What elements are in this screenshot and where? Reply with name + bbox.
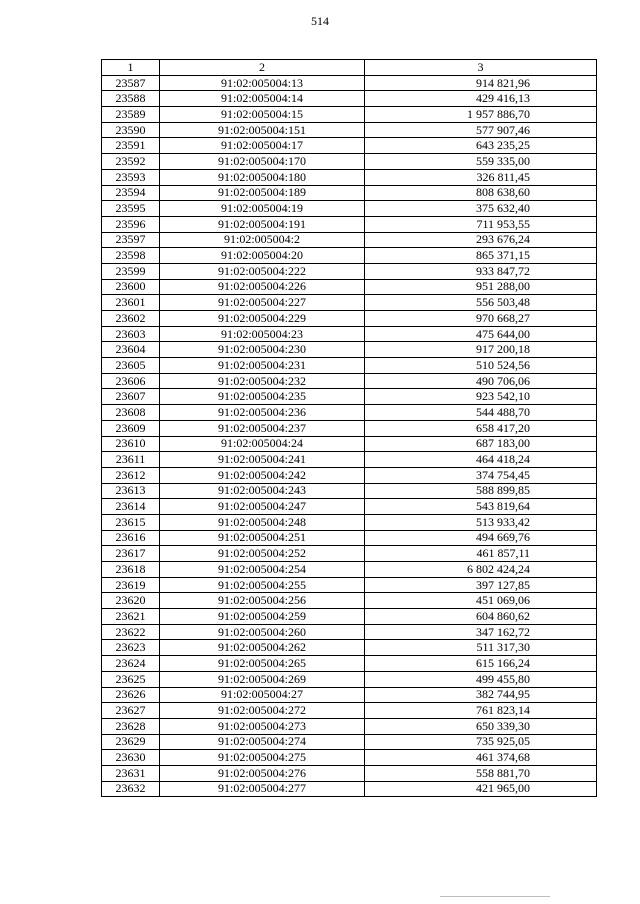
row-number-cell: 23594 <box>102 185 160 201</box>
table-row <box>102 295 597 311</box>
page-number: 514 <box>311 14 329 28</box>
cadastral-number-cell: 91:02:005004:27 <box>160 687 365 703</box>
cadastral-value-cell: 588 899,85 <box>365 483 597 499</box>
cadastral-number-cell: 91:02:005004:251 <box>160 530 365 546</box>
cadastral-number-cell: 91:02:005004:265 <box>160 656 365 672</box>
cadastral-value-cell: 513 933,42 <box>365 514 597 530</box>
table-row <box>102 75 597 91</box>
cadastral-value-cell: 735 925,05 <box>365 734 597 750</box>
cadastral-value-cell: 650 339,30 <box>365 718 597 734</box>
cadastral-number-cell: 91:02:005004:272 <box>160 703 365 719</box>
table-row <box>102 499 597 515</box>
row-number-cell: 23598 <box>102 248 160 264</box>
row-number-cell: 23626 <box>102 687 160 703</box>
cadastral-value-cell: 464 418,24 <box>365 452 597 468</box>
cadastral-value-cell: 951 288,00 <box>365 279 597 295</box>
row-number-cell: 23599 <box>102 263 160 279</box>
row-number-cell: 23617 <box>102 546 160 562</box>
cadastral-number-cell: 91:02:005004:275 <box>160 750 365 766</box>
cadastral-number-cell: 91:02:005004:227 <box>160 295 365 311</box>
cadastral-number-cell: 91:02:005004:2 <box>160 232 365 248</box>
table-row <box>102 201 597 217</box>
table-row <box>102 609 597 625</box>
cadastral-number-cell: 91:02:005004:262 <box>160 640 365 656</box>
table-row <box>102 624 597 640</box>
row-number-cell: 23611 <box>102 452 160 468</box>
cadastral-number-cell: 91:02:005004:231 <box>160 358 365 374</box>
cadastral-number-cell: 91:02:005004:17 <box>160 138 365 154</box>
cadastral-number-cell: 91:02:005004:24 <box>160 436 365 452</box>
cadastral-number-cell: 91:02:005004:254 <box>160 562 365 578</box>
cadastral-value-cell: 6 802 424,24 <box>365 562 597 578</box>
cadastral-number-cell: 91:02:005004:259 <box>160 609 365 625</box>
cadastral-number-cell: 91:02:005004:252 <box>160 546 365 562</box>
table-row <box>102 389 597 405</box>
cadastral-number-cell: 91:02:005004:222 <box>160 263 365 279</box>
row-number-cell: 23619 <box>102 577 160 593</box>
table-row <box>102 358 597 374</box>
table-row <box>102 656 597 672</box>
row-number-cell: 23620 <box>102 593 160 609</box>
table-row <box>102 326 597 342</box>
table-row <box>102 467 597 483</box>
cadastral-number-cell: 91:02:005004:255 <box>160 577 365 593</box>
cadastral-value-cell: 923 542,10 <box>365 389 597 405</box>
row-number-cell: 23628 <box>102 718 160 734</box>
cadastral-number-cell: 91:02:005004:274 <box>160 734 365 750</box>
cadastral-value-cell: 643 235,25 <box>365 138 597 154</box>
row-number-cell: 23587 <box>102 75 160 91</box>
row-number-cell: 23616 <box>102 530 160 546</box>
column-header-3: 3 <box>365 60 597 76</box>
row-number-cell: 23593 <box>102 169 160 185</box>
cadastral-value-cell: 933 847,72 <box>365 263 597 279</box>
table-row <box>102 452 597 468</box>
table-row <box>102 169 597 185</box>
cadastral-value-cell: 382 744,95 <box>365 687 597 703</box>
cadastral-value-table <box>101 59 597 797</box>
row-number-cell: 23614 <box>102 499 160 515</box>
row-number-cell: 23590 <box>102 122 160 138</box>
row-number-cell: 23597 <box>102 232 160 248</box>
row-number-cell: 23618 <box>102 562 160 578</box>
table-row <box>102 483 597 499</box>
cadastral-number-cell: 91:02:005004:230 <box>160 342 365 358</box>
cadastral-value-cell: 544 488,70 <box>365 405 597 421</box>
table-row <box>102 248 597 264</box>
table-row <box>102 671 597 687</box>
table-row <box>102 530 597 546</box>
cadastral-number-cell: 91:02:005004:273 <box>160 718 365 734</box>
column-header-2: 2 <box>160 60 365 76</box>
table-row <box>102 593 597 609</box>
row-number-cell: 23608 <box>102 405 160 421</box>
row-number-cell: 23602 <box>102 311 160 327</box>
table-row <box>102 765 597 781</box>
table-row <box>102 703 597 719</box>
table-row <box>102 420 597 436</box>
cadastral-value-cell: 510 524,56 <box>365 358 597 374</box>
table-row <box>102 185 597 201</box>
table-row <box>102 216 597 232</box>
cadastral-value-cell: 970 668,27 <box>365 311 597 327</box>
cadastral-value-cell: 451 069,06 <box>365 593 597 609</box>
cadastral-value-cell: 558 881,70 <box>365 765 597 781</box>
cadastral-value-cell: 421 965,00 <box>365 781 597 797</box>
cadastral-value-cell: 499 455,80 <box>365 671 597 687</box>
cadastral-value-cell: 917 200,18 <box>365 342 597 358</box>
cadastral-number-cell: 91:02:005004:23 <box>160 326 365 342</box>
cadastral-value-cell: 865 371,15 <box>365 248 597 264</box>
row-number-cell: 23610 <box>102 436 160 452</box>
cadastral-value-cell: 761 823,14 <box>365 703 597 719</box>
footer-divider <box>440 896 550 897</box>
row-number-cell: 23625 <box>102 671 160 687</box>
row-number-cell: 23600 <box>102 279 160 295</box>
cadastral-number-cell: 91:02:005004:242 <box>160 467 365 483</box>
cadastral-number-cell: 91:02:005004:237 <box>160 420 365 436</box>
cadastral-value-cell: 559 335,00 <box>365 154 597 170</box>
cadastral-number-cell: 91:02:005004:20 <box>160 248 365 264</box>
table-row <box>102 640 597 656</box>
cadastral-number-cell: 91:02:005004:13 <box>160 75 365 91</box>
row-number-cell: 23592 <box>102 154 160 170</box>
column-header-1: 1 <box>102 60 160 76</box>
row-number-cell: 23612 <box>102 467 160 483</box>
cadastral-value-cell: 347 162,72 <box>365 624 597 640</box>
table-row <box>102 546 597 562</box>
row-number-cell: 23630 <box>102 750 160 766</box>
row-number-cell: 23631 <box>102 765 160 781</box>
table-row <box>102 311 597 327</box>
cadastral-value-cell: 461 857,11 <box>365 546 597 562</box>
table-row <box>102 734 597 750</box>
row-number-cell: 23623 <box>102 640 160 656</box>
cadastral-value-cell: 615 166,24 <box>365 656 597 672</box>
cadastral-number-cell: 91:02:005004:14 <box>160 91 365 107</box>
table-row <box>102 91 597 107</box>
row-number-cell: 23606 <box>102 373 160 389</box>
cadastral-value-cell: 711 953,55 <box>365 216 597 232</box>
cadastral-value-cell: 397 127,85 <box>365 577 597 593</box>
cadastral-number-cell: 91:02:005004:226 <box>160 279 365 295</box>
row-number-cell: 23627 <box>102 703 160 719</box>
cadastral-value-cell: 604 860,62 <box>365 609 597 625</box>
cadastral-value-cell: 808 638,60 <box>365 185 597 201</box>
table-row <box>102 687 597 703</box>
cadastral-value-cell: 543 819,64 <box>365 499 597 515</box>
cadastral-number-cell: 91:02:005004:269 <box>160 671 365 687</box>
cadastral-number-cell: 91:02:005004:189 <box>160 185 365 201</box>
cadastral-number-cell: 91:02:005004:232 <box>160 373 365 389</box>
table-row <box>102 138 597 154</box>
cadastral-number-cell: 91:02:005004:276 <box>160 765 365 781</box>
cadastral-number-cell: 91:02:005004:229 <box>160 311 365 327</box>
cadastral-number-cell: 91:02:005004:247 <box>160 499 365 515</box>
table-row <box>102 436 597 452</box>
table-row <box>102 154 597 170</box>
table-row <box>102 405 597 421</box>
cadastral-number-cell: 91:02:005004:248 <box>160 514 365 530</box>
cadastral-number-cell: 91:02:005004:235 <box>160 389 365 405</box>
row-number-cell: 23622 <box>102 624 160 640</box>
cadastral-number-cell: 91:02:005004:180 <box>160 169 365 185</box>
row-number-cell: 23596 <box>102 216 160 232</box>
cadastral-value-cell: 494 669,76 <box>365 530 597 546</box>
table-row <box>102 577 597 593</box>
row-number-cell: 23604 <box>102 342 160 358</box>
table-row <box>102 718 597 734</box>
table-header-row <box>102 60 597 76</box>
cadastral-value-cell: 511 317,30 <box>365 640 597 656</box>
row-number-cell: 23595 <box>102 201 160 217</box>
row-number-cell: 23607 <box>102 389 160 405</box>
cadastral-number-cell: 91:02:005004:277 <box>160 781 365 797</box>
row-number-cell: 23588 <box>102 91 160 107</box>
cadastral-value-cell: 326 811,45 <box>365 169 597 185</box>
row-number-cell: 23629 <box>102 734 160 750</box>
cadastral-value-cell: 658 417,20 <box>365 420 597 436</box>
table-row <box>102 781 597 797</box>
table-row <box>102 279 597 295</box>
cadastral-value-cell: 687 183,00 <box>365 436 597 452</box>
cadastral-value-cell: 374 754,45 <box>365 467 597 483</box>
cadastral-value-cell: 475 644,00 <box>365 326 597 342</box>
cadastral-number-cell: 91:02:005004:19 <box>160 201 365 217</box>
row-number-cell: 23609 <box>102 420 160 436</box>
cadastral-value-cell: 577 907,46 <box>365 122 597 138</box>
table-row <box>102 750 597 766</box>
cadastral-number-cell: 91:02:005004:15 <box>160 107 365 123</box>
row-number-cell: 23591 <box>102 138 160 154</box>
cadastral-number-cell: 91:02:005004:260 <box>160 624 365 640</box>
row-number-cell: 23624 <box>102 656 160 672</box>
cadastral-value-cell: 1 957 886,70 <box>365 107 597 123</box>
table-row <box>102 107 597 123</box>
cadastral-value-cell: 490 706,06 <box>365 373 597 389</box>
cadastral-value-cell: 375 632,40 <box>365 201 597 217</box>
table-row <box>102 342 597 358</box>
row-number-cell: 23632 <box>102 781 160 797</box>
cadastral-number-cell: 91:02:005004:191 <box>160 216 365 232</box>
table-body <box>102 75 597 797</box>
row-number-cell: 23621 <box>102 609 160 625</box>
row-number-cell: 23613 <box>102 483 160 499</box>
cadastral-number-cell: 91:02:005004:241 <box>160 452 365 468</box>
table-row <box>102 562 597 578</box>
table-row <box>102 373 597 389</box>
cadastral-value-cell: 429 416,13 <box>365 91 597 107</box>
row-number-cell: 23603 <box>102 326 160 342</box>
cadastral-number-cell: 91:02:005004:236 <box>160 405 365 421</box>
cadastral-number-cell: 91:02:005004:151 <box>160 122 365 138</box>
cadastral-value-cell: 556 503,48 <box>365 295 597 311</box>
cadastral-number-cell: 91:02:005004:243 <box>160 483 365 499</box>
table-row <box>102 514 597 530</box>
cadastral-number-cell: 91:02:005004:170 <box>160 154 365 170</box>
row-number-cell: 23615 <box>102 514 160 530</box>
cadastral-value-cell: 461 374,68 <box>365 750 597 766</box>
row-number-cell: 23589 <box>102 107 160 123</box>
cadastral-value-cell: 293 676,24 <box>365 232 597 248</box>
table-row <box>102 232 597 248</box>
cadastral-value-cell: 914 821,96 <box>365 75 597 91</box>
row-number-cell: 23601 <box>102 295 160 311</box>
table-row <box>102 263 597 279</box>
table-row <box>102 122 597 138</box>
row-number-cell: 23605 <box>102 358 160 374</box>
cadastral-number-cell: 91:02:005004:256 <box>160 593 365 609</box>
